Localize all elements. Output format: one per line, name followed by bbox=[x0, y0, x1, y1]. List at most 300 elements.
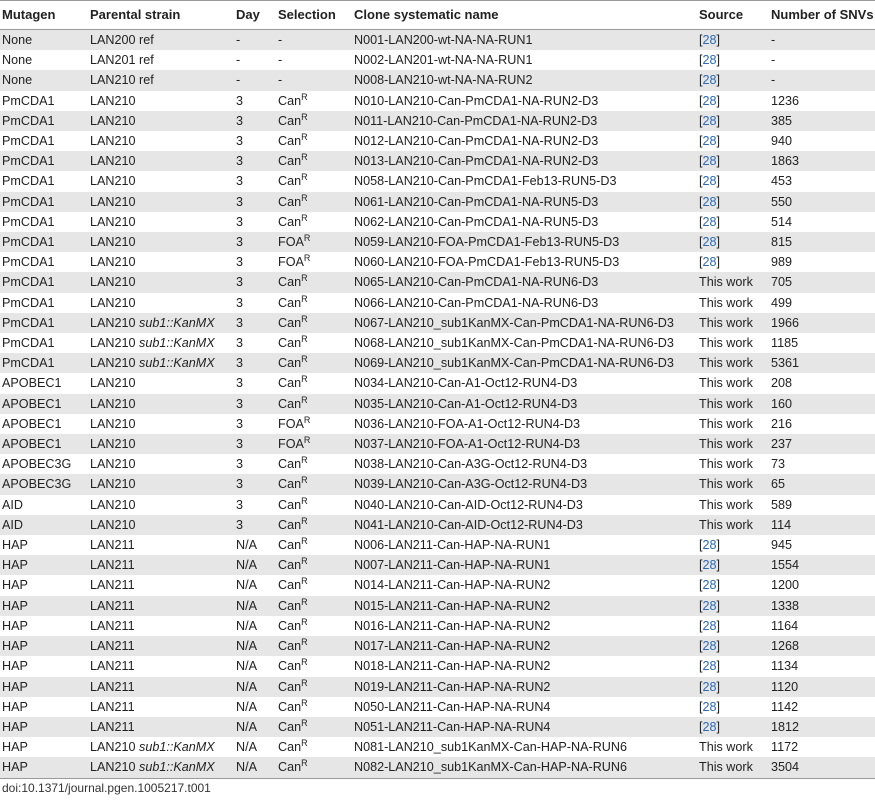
snv-count-cell: 5361 bbox=[771, 356, 800, 371]
table-row bbox=[0, 757, 875, 778]
parental-strain-cell bbox=[88, 757, 234, 778]
strain-name: LAN211 bbox=[90, 719, 135, 734]
selection-cell bbox=[276, 111, 352, 131]
table-row bbox=[0, 272, 875, 292]
parental-strain-cell bbox=[88, 677, 234, 697]
clone-name-cell: N038-LAN210-Can-A3G-Oct12-RUN4-D3 bbox=[354, 457, 588, 472]
selection-name: Can bbox=[278, 659, 302, 674]
reference-link[interactable]: 28 bbox=[702, 33, 717, 47]
strain-genotype: sub1::KanMX bbox=[139, 336, 215, 351]
snv-count-cell: 1164 bbox=[771, 618, 799, 633]
parental-strain-cell bbox=[88, 313, 234, 333]
strain-name: LAN211 bbox=[90, 699, 135, 714]
reference-link[interactable]: 28 bbox=[702, 598, 717, 613]
selection-cell bbox=[276, 192, 352, 212]
clone-name-cell: N016-LAN211-Can-HAP-NA-RUN2 bbox=[354, 618, 551, 633]
selection-cell bbox=[276, 50, 352, 70]
day-cell: 3 bbox=[236, 315, 244, 330]
table-row bbox=[0, 151, 875, 171]
reference-link[interactable]: 28 bbox=[702, 538, 717, 553]
strain-name: LAN210 bbox=[90, 416, 136, 431]
clone-name-cell: N068-LAN210_sub1KanMX-Can-PmCDA1-NA-RUN6-D3 bbox=[354, 336, 674, 351]
day-cell: 3 bbox=[236, 255, 244, 270]
selection-cell bbox=[276, 434, 352, 454]
day-cell: 3 bbox=[236, 194, 244, 209]
mutagen-cell: APOBEC1 bbox=[2, 416, 62, 431]
parental-strain-cell bbox=[88, 474, 234, 494]
reference-link[interactable]: 28 bbox=[702, 558, 717, 573]
snv-count-cell: 1134 bbox=[771, 659, 799, 674]
clone-name-cell: N067-LAN210_sub1KanMX-Can-PmCDA1-NA-RUN6-D3 bbox=[354, 315, 674, 330]
day-cell: 3 bbox=[236, 497, 244, 512]
snv-count-cell: 589 bbox=[771, 497, 793, 512]
column-header: Selection bbox=[276, 1, 352, 30]
mutagen-cell: PmCDA1 bbox=[2, 255, 55, 270]
table-row bbox=[0, 111, 875, 131]
mutagen-cell: APOBEC1 bbox=[2, 437, 62, 452]
source-cell bbox=[697, 414, 769, 434]
clone-name-cell: N062-LAN210-Can-PmCDA1-NA-RUN5-D3 bbox=[354, 214, 599, 229]
table-row bbox=[0, 333, 875, 353]
day-cell: N/A bbox=[236, 558, 257, 573]
selection-name: Can bbox=[278, 194, 302, 209]
strain-name: LAN210 bbox=[90, 740, 140, 755]
day-cell: N/A bbox=[236, 679, 257, 694]
clone-name-cell: N066-LAN210-Can-PmCDA1-NA-RUN6-D3 bbox=[354, 295, 599, 310]
selection-superscript: R bbox=[301, 556, 308, 567]
snv-count-cell: - bbox=[771, 33, 776, 47]
strain-name: LAN210 bbox=[90, 477, 136, 492]
selection-cell bbox=[276, 70, 352, 90]
selection-superscript: R bbox=[301, 535, 308, 546]
selection-name: FOA bbox=[278, 235, 304, 250]
clone-name-cell: N065-LAN210-Can-PmCDA1-NA-RUN6-D3 bbox=[354, 275, 599, 290]
mutagen-cell: APOBEC3G bbox=[2, 477, 72, 492]
strain-name: LAN210 bbox=[90, 517, 136, 532]
source-cell: [28] bbox=[699, 174, 721, 189]
reference-link[interactable]: 28 bbox=[702, 719, 717, 734]
table-row bbox=[0, 373, 875, 393]
table-row bbox=[0, 192, 875, 212]
reference-link[interactable]: 28 bbox=[702, 618, 717, 633]
table-row bbox=[0, 131, 875, 151]
table-row bbox=[0, 575, 875, 595]
selection-cell bbox=[276, 474, 352, 494]
source-cell bbox=[697, 272, 769, 292]
selection-cell bbox=[276, 616, 352, 636]
mutagen-cell: HAP bbox=[2, 578, 28, 593]
day-cell: 3 bbox=[236, 134, 244, 149]
selection-superscript: R bbox=[301, 293, 308, 304]
parental-strain-cell bbox=[88, 192, 234, 212]
mutagen-cell: None bbox=[2, 53, 33, 68]
reference-link[interactable]: 28 bbox=[702, 255, 717, 270]
source-cell bbox=[697, 333, 769, 353]
table-row bbox=[0, 70, 875, 90]
parental-strain-cell bbox=[88, 30, 234, 51]
selection-cell bbox=[276, 737, 352, 757]
column-header: Parental strain bbox=[88, 1, 234, 30]
day-cell: 3 bbox=[236, 214, 244, 229]
day-cell: 3 bbox=[236, 517, 244, 532]
source-cell: [28] bbox=[699, 73, 721, 88]
strain-name: LAN210 bbox=[90, 396, 136, 411]
clone-name-cell: N051-LAN211-Can-HAP-NA-RUN4 bbox=[354, 719, 551, 734]
snv-count-cell: - bbox=[771, 53, 776, 68]
selection-superscript: R bbox=[301, 273, 308, 284]
source-text: This work bbox=[699, 740, 753, 755]
clone-name-cell: N013-LAN210-Can-PmCDA1-NA-RUN2-D3 bbox=[354, 154, 599, 169]
clone-name-cell: N002-LAN201-wt-NA-NA-RUN1 bbox=[354, 53, 533, 68]
clone-name-cell: N058-LAN210-Can-PmCDA1-Feb13-RUN5-D3 bbox=[354, 174, 617, 189]
mutagen-cell: PmCDA1 bbox=[2, 315, 55, 330]
snv-count-cell: 989 bbox=[771, 255, 793, 270]
strain-name: LAN210 bbox=[90, 174, 136, 189]
snv-count-cell: 385 bbox=[771, 113, 793, 128]
clone-name-cell: N040-LAN210-Can-AID-Oct12-RUN4-D3 bbox=[354, 497, 583, 512]
table-row bbox=[0, 394, 875, 414]
selection-cell bbox=[276, 232, 352, 252]
selection-cell bbox=[276, 171, 352, 191]
snv-count-cell: 1966 bbox=[771, 315, 800, 330]
reference-link[interactable]: 28 bbox=[702, 73, 717, 88]
day-cell: 3 bbox=[236, 93, 244, 108]
selection-superscript: R bbox=[301, 697, 308, 708]
selection-name: Can bbox=[278, 356, 302, 371]
parental-strain-cell bbox=[88, 252, 234, 272]
table-row bbox=[0, 636, 875, 656]
source-cell bbox=[697, 313, 769, 333]
snv-count-cell: 1812 bbox=[771, 719, 800, 734]
snv-count-cell: 499 bbox=[771, 295, 793, 310]
selection-name: Can bbox=[278, 719, 302, 734]
selection-superscript: R bbox=[303, 253, 311, 264]
selection-name: Can bbox=[278, 93, 302, 108]
selection-superscript: R bbox=[301, 657, 308, 668]
source-cell: [28] bbox=[699, 699, 721, 714]
strain-name: LAN210 bbox=[90, 214, 136, 229]
clone-name-cell: N059-LAN210-FOA-PmCDA1-Feb13-RUN5-D3 bbox=[354, 235, 620, 250]
selection-superscript: R bbox=[303, 434, 311, 445]
strain-name: LAN211 bbox=[90, 558, 135, 573]
selection-superscript: R bbox=[301, 515, 308, 526]
doi-caption: doi:10.1371/journal.pgen.1005217.t001 bbox=[2, 781, 211, 795]
mutagen-cell: PmCDA1 bbox=[2, 194, 55, 209]
table-row bbox=[0, 717, 875, 737]
selection-cell bbox=[276, 131, 352, 151]
source-text: This work bbox=[699, 295, 753, 310]
reference-link[interactable]: 28 bbox=[702, 679, 717, 694]
reference-link[interactable]: 28 bbox=[702, 134, 717, 149]
selection-superscript: R bbox=[301, 313, 308, 324]
strain-name: LAN210 ref bbox=[90, 73, 154, 88]
mutagen-cell: HAP bbox=[2, 618, 28, 633]
selection-superscript: R bbox=[301, 758, 308, 769]
strain-name: LAN210 bbox=[90, 315, 140, 330]
parental-strain-cell bbox=[88, 636, 234, 656]
header-row bbox=[0, 1, 875, 30]
source-text: This work bbox=[699, 376, 753, 391]
mutagen-cell: HAP bbox=[2, 639, 28, 654]
source-text: This work bbox=[699, 517, 753, 532]
strain-name: LAN210 bbox=[90, 275, 136, 290]
source-text: This work bbox=[699, 457, 753, 472]
selection-name: Can bbox=[278, 538, 302, 553]
selection-cell bbox=[276, 636, 352, 656]
selection-superscript: R bbox=[301, 717, 308, 728]
reference-link[interactable]: 28 bbox=[702, 93, 717, 108]
strain-name: LAN210 bbox=[90, 356, 140, 371]
mutagen-cell: None bbox=[2, 33, 33, 47]
table-row bbox=[0, 171, 875, 191]
snv-count-cell: 73 bbox=[771, 457, 786, 472]
table-row bbox=[0, 414, 875, 434]
mutagen-cell: HAP bbox=[2, 538, 28, 553]
selection-name: Can bbox=[278, 740, 302, 755]
selection-superscript: R bbox=[301, 152, 308, 163]
table-row bbox=[0, 677, 875, 697]
column-header: Mutagen bbox=[0, 1, 88, 30]
selection-name: Can bbox=[278, 477, 302, 492]
clone-name-cell: N061-LAN210-Can-PmCDA1-NA-RUN5-D3 bbox=[354, 194, 599, 209]
selection-name: Can bbox=[278, 598, 302, 613]
source-cell: [28] bbox=[699, 598, 721, 613]
day-cell: 3 bbox=[236, 356, 244, 371]
mutagen-cell: PmCDA1 bbox=[2, 214, 55, 229]
selection-name: Can bbox=[278, 517, 302, 532]
reference-link[interactable]: 28 bbox=[702, 53, 717, 68]
strain-name: LAN210 bbox=[90, 376, 136, 391]
source-cell: [28] bbox=[699, 113, 721, 128]
selection-name: Can bbox=[278, 134, 302, 149]
clone-name-cell: N008-LAN210-wt-NA-NA-RUN2 bbox=[354, 73, 533, 88]
mutagen-cell: PmCDA1 bbox=[2, 275, 55, 290]
selection-name: Can bbox=[278, 618, 302, 633]
day-cell: - bbox=[236, 33, 241, 47]
clone-name-cell: N001-LAN200-wt-NA-NA-RUN1 bbox=[354, 33, 533, 47]
strain-name: LAN211 bbox=[90, 618, 135, 633]
parental-strain-cell bbox=[88, 656, 234, 676]
table-row bbox=[0, 252, 875, 272]
day-cell: N/A bbox=[236, 598, 257, 613]
column-header: Day bbox=[234, 1, 276, 30]
selection-name: Can bbox=[278, 336, 302, 351]
mutagen-cell: PmCDA1 bbox=[2, 93, 55, 108]
reference-link[interactable]: 28 bbox=[702, 659, 717, 674]
selection-superscript: R bbox=[301, 354, 308, 365]
table-row bbox=[0, 212, 875, 232]
snv-count-cell: 114 bbox=[771, 517, 792, 532]
reference-link[interactable]: 28 bbox=[702, 174, 717, 189]
reference-link[interactable]: 28 bbox=[702, 235, 717, 250]
day-cell: N/A bbox=[236, 699, 257, 714]
reference-link[interactable]: 28 bbox=[702, 194, 717, 209]
mutagen-cell: None bbox=[2, 73, 33, 88]
table-row bbox=[0, 737, 875, 757]
table-row bbox=[0, 50, 875, 70]
table-body bbox=[0, 30, 875, 779]
source-cell: [28] bbox=[699, 719, 721, 734]
reference-link[interactable]: 28 bbox=[702, 214, 717, 229]
source-text: This work bbox=[699, 416, 753, 431]
selection-superscript: R bbox=[301, 333, 308, 344]
parental-strain-cell bbox=[88, 373, 234, 393]
strain-genotype: sub1::KanMX bbox=[139, 315, 215, 330]
strain-name: LAN211 bbox=[90, 659, 135, 674]
mutagen-cell: HAP bbox=[2, 598, 28, 613]
snv-count-cell: 237 bbox=[771, 437, 793, 452]
parental-strain-cell bbox=[88, 212, 234, 232]
clone-name-cell: N039-LAN210-Can-A3G-Oct12-RUN4-D3 bbox=[354, 477, 588, 492]
strain-name: LAN210 bbox=[90, 113, 136, 128]
selection-superscript: R bbox=[301, 737, 308, 748]
parental-strain-cell bbox=[88, 353, 234, 373]
clone-name-cell: N012-LAN210-Can-PmCDA1-NA-RUN2-D3 bbox=[354, 134, 599, 149]
clone-name-cell: N060-LAN210-FOA-PmCDA1-Feb13-RUN5-D3 bbox=[354, 255, 620, 270]
parental-strain-cell bbox=[88, 171, 234, 191]
mutagen-cell: PmCDA1 bbox=[2, 174, 55, 189]
source-cell bbox=[697, 373, 769, 393]
parental-strain-cell bbox=[88, 394, 234, 414]
selection-cell bbox=[276, 272, 352, 292]
strain-name: LAN210 bbox=[90, 457, 136, 472]
snv-count-cell: 940 bbox=[771, 134, 793, 149]
mutagen-cell: PmCDA1 bbox=[2, 134, 55, 149]
source-cell: [28] bbox=[699, 538, 721, 553]
source-cell bbox=[697, 737, 769, 757]
reference-link[interactable]: 28 bbox=[702, 578, 717, 593]
table-row bbox=[0, 434, 875, 454]
mutagen-cell: APOBEC3G bbox=[2, 457, 72, 472]
clone-name-cell: N018-LAN211-Can-HAP-NA-RUN2 bbox=[354, 659, 551, 674]
selection-name: Can bbox=[278, 275, 302, 290]
day-cell: 3 bbox=[236, 154, 244, 169]
snv-count-cell: 1268 bbox=[771, 639, 800, 654]
source-cell: [28] bbox=[699, 255, 721, 270]
table-row bbox=[0, 30, 875, 51]
selection-name: Can bbox=[278, 295, 302, 310]
source-text: This work bbox=[699, 760, 753, 775]
mutagen-cell: PmCDA1 bbox=[2, 235, 55, 250]
mutagen-cell: APOBEC1 bbox=[2, 376, 62, 391]
selection-cell bbox=[276, 353, 352, 373]
reference-link[interactable]: 28 bbox=[702, 699, 717, 714]
selection-name: Can bbox=[278, 497, 302, 512]
column-header: Number of SNVs bbox=[769, 1, 875, 30]
parental-strain-cell bbox=[88, 717, 234, 737]
selection-cell bbox=[276, 151, 352, 171]
selection-cell bbox=[276, 495, 352, 515]
table-row bbox=[0, 454, 875, 474]
day-cell: 3 bbox=[236, 275, 244, 290]
snv-count-cell: 3504 bbox=[769, 757, 875, 778]
day-cell: 3 bbox=[236, 396, 244, 411]
parental-strain-cell bbox=[88, 596, 234, 616]
reference-link[interactable]: 28 bbox=[702, 639, 717, 654]
selection-superscript: R bbox=[303, 232, 311, 243]
clone-name-cell: N006-LAN211-Can-HAP-NA-RUN1 bbox=[354, 538, 551, 553]
snv-count-cell: 1863 bbox=[771, 154, 800, 169]
snv-count-cell: - bbox=[771, 73, 776, 88]
source-text: This work bbox=[699, 336, 753, 351]
table-row bbox=[0, 293, 875, 313]
clone-name-cell: N050-LAN211-Can-HAP-NA-RUN4 bbox=[354, 699, 551, 714]
strain-name: LAN211 bbox=[90, 538, 135, 553]
clone-name-cell: N037-LAN210-FOA-A1-Oct12-RUN4-D3 bbox=[354, 437, 581, 452]
snv-count-cell: 453 bbox=[771, 174, 793, 189]
selection-cell bbox=[276, 313, 352, 333]
strain-name: LAN210 bbox=[90, 93, 136, 108]
clone-name-cell: N081-LAN210_sub1KanMX-Can-HAP-NA-RUN6 bbox=[354, 740, 627, 755]
clone-name-cell: N069-LAN210_sub1KanMX-Can-PmCDA1-NA-RUN6-D3 bbox=[354, 356, 674, 371]
strain-name: LAN210 bbox=[90, 134, 136, 149]
selection-name: Can bbox=[278, 174, 302, 189]
day-cell: N/A bbox=[236, 740, 257, 755]
source-text: This work bbox=[699, 396, 753, 411]
selection-cell bbox=[276, 252, 352, 272]
selection-cell bbox=[276, 697, 352, 717]
selection-cell bbox=[276, 575, 352, 595]
selection-name: - bbox=[278, 33, 283, 47]
mutagen-cell: HAP bbox=[2, 719, 28, 734]
parental-strain-cell bbox=[88, 293, 234, 313]
strain-genotype: sub1::KanMX bbox=[139, 740, 215, 755]
selection-cell bbox=[276, 91, 352, 111]
day-cell: 3 bbox=[236, 113, 244, 128]
parental-strain-cell bbox=[88, 151, 234, 171]
mutagen-cell: HAP bbox=[2, 659, 28, 674]
reference-link[interactable]: 28 bbox=[702, 113, 717, 128]
source-text: This work bbox=[699, 315, 753, 330]
selection-superscript: R bbox=[301, 374, 308, 385]
parental-strain-cell bbox=[88, 272, 234, 292]
snv-count-cell: 1200 bbox=[771, 578, 800, 593]
table-row bbox=[0, 616, 875, 636]
selection-name: Can bbox=[278, 154, 302, 169]
source-cell: [28] bbox=[699, 194, 721, 209]
mutagen-cell: PmCDA1 bbox=[2, 154, 55, 169]
selection-cell bbox=[276, 596, 352, 616]
source-text: This work bbox=[699, 497, 753, 512]
parental-strain-cell bbox=[88, 91, 234, 111]
selection-name: Can bbox=[278, 315, 302, 330]
selection-superscript: R bbox=[301, 576, 308, 587]
clone-name-cell: N007-LAN211-Can-HAP-NA-RUN1 bbox=[354, 558, 551, 573]
parental-strain-cell bbox=[88, 111, 234, 131]
table-row bbox=[0, 495, 875, 515]
snv-count-cell: 1554 bbox=[771, 558, 800, 573]
selection-cell bbox=[276, 717, 352, 737]
snv-count-cell: 1142 bbox=[771, 699, 799, 714]
table-row bbox=[0, 535, 875, 555]
selection-name: Can bbox=[278, 578, 302, 593]
clone-name-cell: N011-LAN210-Can-PmCDA1-NA-RUN2-D3 bbox=[354, 113, 598, 128]
selection-cell bbox=[276, 293, 352, 313]
source-text: This work bbox=[699, 437, 753, 452]
selection-superscript: R bbox=[301, 212, 308, 223]
selection-superscript: R bbox=[301, 91, 308, 102]
day-cell: 3 bbox=[236, 437, 244, 452]
mutagen-cell: PmCDA1 bbox=[2, 336, 55, 351]
day-cell: 3 bbox=[236, 457, 244, 472]
strain-name: LAN210 bbox=[90, 336, 140, 351]
selection-superscript: R bbox=[301, 131, 308, 142]
selection-cell bbox=[276, 394, 352, 414]
mutagen-cell: HAP bbox=[2, 699, 28, 714]
source-cell: [28] bbox=[699, 53, 721, 68]
reference-link[interactable]: 28 bbox=[702, 154, 717, 169]
selection-cell bbox=[276, 555, 352, 575]
